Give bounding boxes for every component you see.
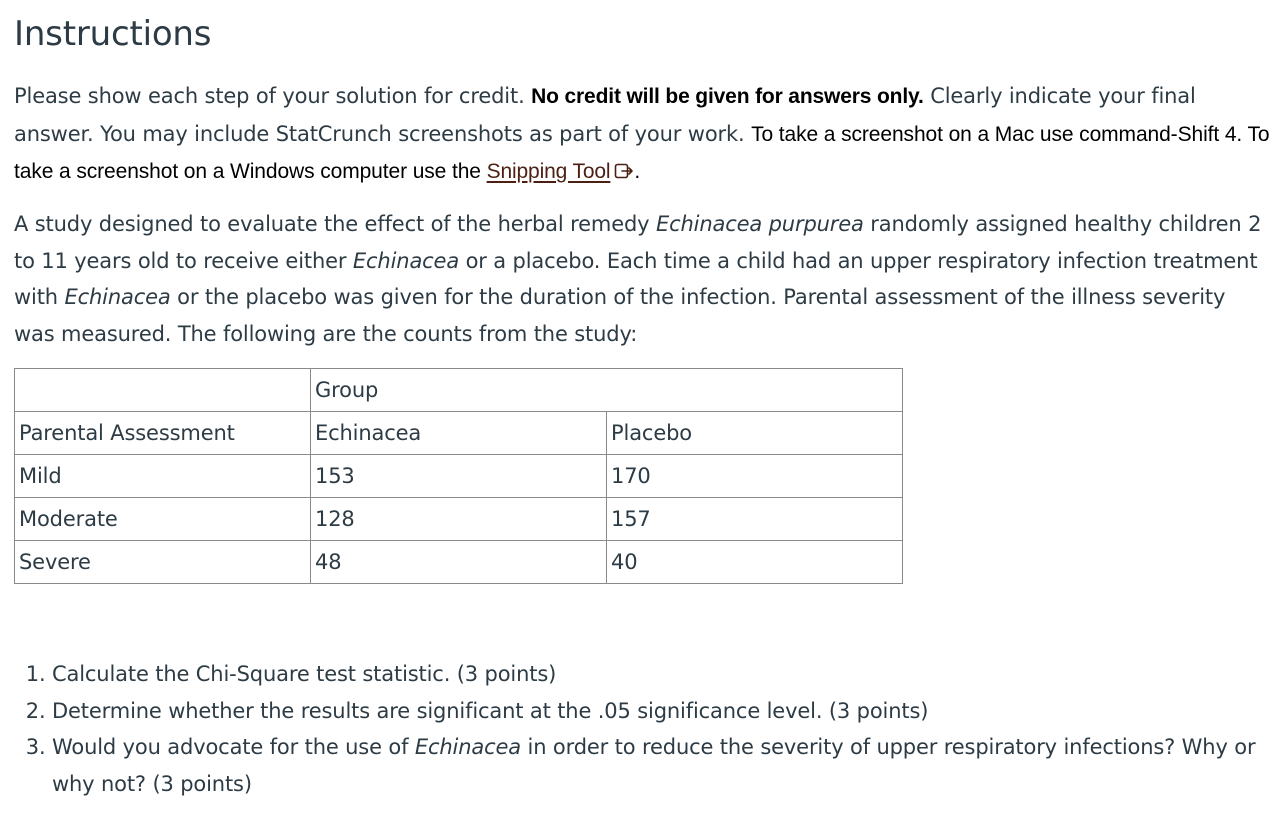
- instructions-paragraph: [14, 78, 1272, 191]
- study-description: [14, 206, 1272, 352]
- column-header: Parental Assessment: [15, 412, 311, 455]
- study-text-2: randomly assigned healthy children 2 to 11 years old to receive either: [14, 212, 1262, 273]
- table-row: [15, 498, 903, 541]
- table-cell: 157: [607, 498, 903, 541]
- question-text: in order to reduce the severity of upper respiratory infections? Why or why not? (3 points): [52, 735, 1256, 796]
- screenshot-instructions: To take a screenshot on a Mac use command-Shift 4. To take a screenshot on a Windows computer use the: [14, 122, 1270, 183]
- table-row: [15, 455, 903, 498]
- snipping-tool-link[interactable]: Snipping Tool: [486, 160, 611, 183]
- table-cell: 48: [311, 541, 607, 584]
- table-cell: Moderate: [15, 498, 311, 541]
- instructions-period: .: [634, 160, 641, 183]
- external-link-icon[interactable]: [614, 154, 634, 170]
- page-title: Instructions: [14, 14, 212, 54]
- question-item: [52, 656, 1276, 693]
- table-cell: 170: [607, 455, 903, 498]
- question-italic: Echinacea: [414, 735, 521, 759]
- study-text-3: or a placebo. Each time a child had an upper respiratory infection treatment with: [14, 248, 1258, 309]
- study-italic-3: Echinacea: [64, 285, 171, 309]
- table-row: [15, 541, 903, 584]
- table-header-row: [15, 412, 903, 455]
- table-cell: Severe: [15, 541, 311, 584]
- table-row: [15, 369, 903, 412]
- instructions-bold-warning: No credit will be given for answers only.: [531, 85, 924, 108]
- instructions-text-2: Clearly indicate your final answer. You may include StatCrunch screenshots as part of your work.: [14, 84, 1196, 146]
- table-cell: 153: [311, 455, 607, 498]
- table-cell: 128: [311, 498, 607, 541]
- study-text-4: or the placebo was given for the duration of the infection. Parental assessment of the illness severity was measured. The following are the counts from the study:: [14, 285, 1226, 346]
- questions-list: [14, 656, 1276, 802]
- table-cell: Mild: [15, 455, 311, 498]
- counts-table: [14, 368, 903, 584]
- question-item: [52, 693, 1276, 730]
- column-header: Placebo: [607, 412, 903, 455]
- question-item: [52, 729, 1276, 802]
- instructions-text: Please show each step of your solution for credit.: [14, 84, 532, 108]
- table-cell: 40: [607, 541, 903, 584]
- question-text: Would you advocate for the use of: [52, 735, 415, 759]
- study-italic-2: Echinacea: [352, 248, 460, 273]
- question-text: Calculate the Chi-Square test statistic. (3 points): [52, 662, 557, 686]
- group-header: Group: [311, 369, 903, 412]
- table-cell-empty: [15, 369, 311, 412]
- study-text-1: A study designed to evaluate the effect of the herbal remedy: [14, 212, 656, 236]
- study-italic-1: Echinacea purpurea: [655, 212, 864, 236]
- column-header: Echinacea: [311, 412, 607, 455]
- question-text: Determine whether the results are significant at the .05 significance level. (3 points): [52, 698, 929, 723]
